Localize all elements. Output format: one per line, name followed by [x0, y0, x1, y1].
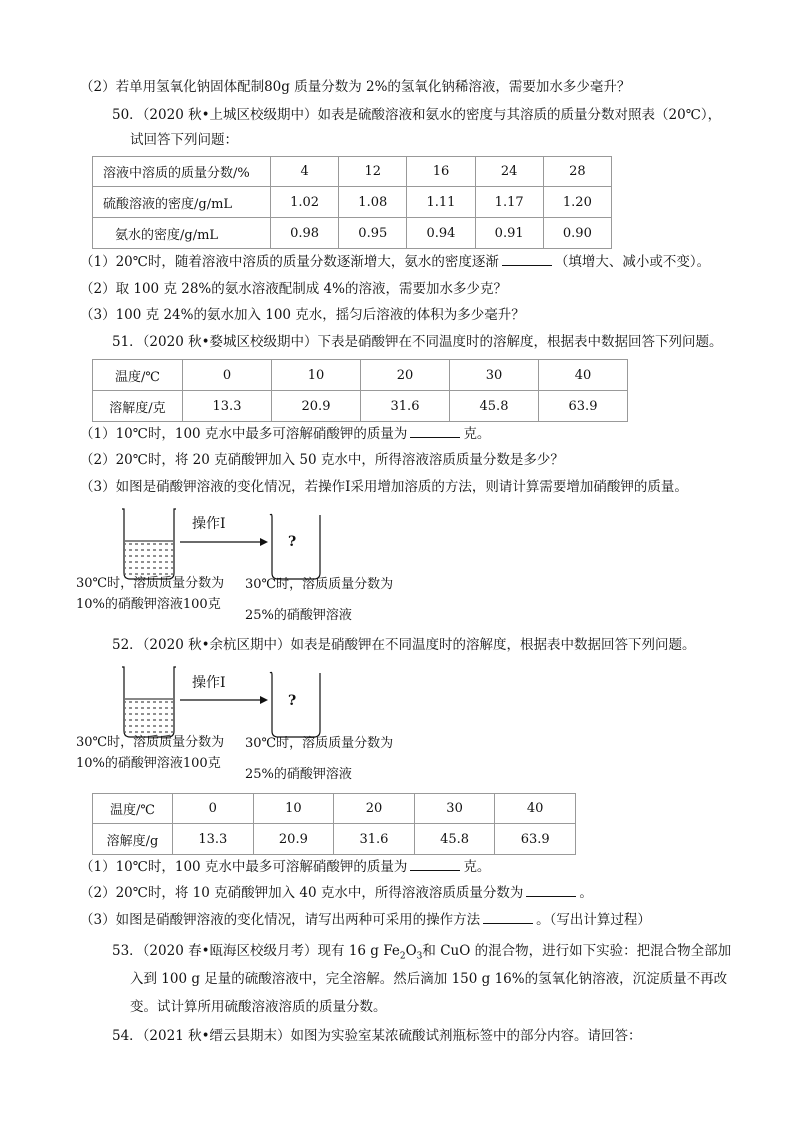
table-row — [93, 157, 612, 187]
table-cell: 20.9 — [272, 391, 361, 422]
left-caption-line1: 30℃时，溶质质量分数为 — [76, 735, 225, 750]
row-header: 溶解度/g — [93, 824, 173, 855]
q52-part3-text: （3）如图是硝酸钾溶液的变化情况，请写出两种可采用的操作方法 — [80, 912, 481, 928]
q51-part3: （3）如图是硝酸钾溶液的变化情况，若操作Ⅰ采用增加溶质的方法，则请计算需要增加硝酸钾的质量。 — [80, 479, 688, 495]
answer-blank[interactable] — [526, 884, 576, 897]
q50-density-table — [92, 156, 612, 249]
row-header: 氨水的密度/g/mL — [93, 218, 271, 249]
q53-line2: 入到 100 g 足量的硫酸溶液中，完全溶解。然后滴加 150 g 16%的氢氧化钠溶液，沉淀质量不再改 — [130, 971, 728, 987]
q52-part2-text: （2）20℃时，将 10 克硝酸钾加入 40 克水中，所得溶液溶质质量分数为 — [80, 885, 524, 901]
q50-part2: （2）取 100 克 28%的氨水溶液配制成 4%的溶液，需要加水多少克？ — [80, 281, 507, 297]
q50-part1 — [80, 253, 710, 271]
q49-part2: （2）若单用氢氧化钠固体配制80g 质量分数为 2%的氢氧化钠稀溶液，需要加水多少毫升？ — [80, 79, 631, 95]
table-cell: 10 — [253, 794, 334, 824]
q52-part1 — [80, 858, 490, 876]
left-caption-line2: 10%的硝酸钾溶液100克 — [76, 597, 221, 612]
table-cell: 20.9 — [253, 824, 334, 855]
table-cell: 20 — [334, 794, 415, 824]
q53-line1 — [112, 942, 731, 966]
q50-title-line1: 50．（2020 秋•上城区校级期中）如表是硫酸溶液和氨水的密度与其溶质的质量分数对照表（20℃）， — [112, 107, 722, 123]
q51-solubility-table — [92, 359, 628, 422]
table-cell: 45.8 — [450, 391, 539, 422]
table-cell: 0.90 — [543, 218, 611, 249]
q52-title: 52．（2020 秋•余杭区期中）如表是硝酸钾在不同温度时的溶解度，根据表中数据回答下列问题。 — [112, 637, 696, 653]
subscript: 2 — [399, 951, 406, 962]
q53-text-b: O — [405, 943, 417, 959]
table-cell: 30 — [414, 794, 495, 824]
row-header: 溶解度/克 — [93, 391, 183, 422]
q51-part1-tail: 克。 — [463, 426, 491, 442]
table-cell: 0.91 — [475, 218, 543, 249]
row-header: 溶液中溶质的质量分数/% — [93, 157, 271, 187]
left-beaker — [122, 509, 176, 579]
operation-label: 操作Ⅰ — [192, 516, 226, 532]
row-header: 温度/℃ — [93, 360, 183, 391]
question-mark: ? — [288, 693, 297, 709]
table-cell: 63.9 — [495, 824, 576, 855]
q50-part3: （3）100 克 24%的氨水加入 100 克水，摇匀后溶液的体积为多少毫升？ — [80, 307, 525, 323]
right-caption-line1: 30℃时，溶质质量分数为 — [245, 577, 394, 592]
answer-blank[interactable] — [483, 911, 533, 924]
right-caption-line2: 25%的硝酸钾溶液 — [245, 608, 352, 623]
table-cell: 40 — [495, 794, 576, 824]
table-cell: 10 — [272, 360, 361, 391]
table-row — [93, 391, 628, 422]
q50-part1-text: （1）20℃时，随着溶液中溶质的质量分数逐渐增大，氨水的密度逐渐 — [80, 254, 499, 270]
table-row — [93, 794, 576, 824]
q52-part2-tail: 。 — [579, 885, 593, 901]
q50-title-line2: 试回答下列问题： — [130, 132, 238, 148]
q52-part2 — [80, 884, 593, 902]
q52-solubility-table — [92, 793, 576, 855]
table-row — [93, 360, 628, 391]
table-cell: 1.02 — [271, 187, 339, 218]
table-cell: 1.08 — [339, 187, 407, 218]
q53-text-c: 和 CuO 的混合物，进行如下实验：把混合物全部加 — [422, 943, 732, 959]
left-beaker — [122, 667, 176, 737]
right-caption-line1: 30℃时，溶质质量分数为 — [245, 736, 394, 751]
table-cell: 40 — [539, 360, 628, 391]
q51-part1 — [80, 425, 490, 443]
table-cell: 31.6 — [361, 391, 450, 422]
arrow-icon — [180, 696, 268, 704]
table-cell: 13.3 — [183, 391, 272, 422]
q54-title: 54．（2021 秋•缙云县期末）如图为实验室某浓硫酸试剂瓶标签中的部分内容。请回答： — [112, 1028, 642, 1044]
table-cell: 4 — [271, 157, 339, 187]
table-cell: 30 — [450, 360, 539, 391]
q53-line3: 变。试计算所用硫酸溶液溶质的质量分数。 — [130, 999, 387, 1015]
q52-part3-tail: 。（写出计算过程） — [536, 912, 651, 928]
answer-blank[interactable] — [410, 425, 460, 438]
left-caption-line2: 10%的硝酸钾溶液100克 — [76, 756, 221, 771]
table-cell: 0.95 — [339, 218, 407, 249]
subscript: 3 — [416, 951, 423, 962]
right-caption-line2: 25%的硝酸钾溶液 — [245, 767, 352, 782]
table-cell: 28 — [543, 157, 611, 187]
table-row — [93, 187, 612, 218]
table-cell: 0 — [183, 360, 272, 391]
q53-text-a: 53．（2020 春•瓯海区校级月考）现有 16 g Fe — [112, 943, 400, 959]
table-row — [93, 824, 576, 855]
question-mark: ? — [288, 534, 297, 550]
table-cell: 0 — [173, 794, 254, 824]
table-cell: 0.98 — [271, 218, 339, 249]
left-caption-line1: 30℃时，溶质质量分数为 — [76, 576, 225, 591]
operation-label: 操作Ⅰ — [192, 675, 226, 691]
answer-blank[interactable] — [410, 858, 460, 871]
table-cell: 1.17 — [475, 187, 543, 218]
table-cell: 63.9 — [539, 391, 628, 422]
q52-part3 — [80, 911, 651, 929]
table-row — [93, 218, 612, 249]
q52-part1-tail: 克。 — [463, 859, 491, 875]
arrow-icon — [180, 538, 268, 546]
table-cell: 24 — [475, 157, 543, 187]
table-cell: 45.8 — [414, 824, 495, 855]
table-cell: 31.6 — [334, 824, 415, 855]
table-cell: 1.20 — [543, 187, 611, 218]
q50-part1-tail: （填增大、减小或不变）。 — [554, 254, 711, 270]
table-cell: 1.11 — [407, 187, 475, 218]
table-cell: 0.94 — [407, 218, 475, 249]
q51-part1-text: （1）10℃时，100 克水中最多可溶解硝酸钾的质量为 — [80, 426, 408, 442]
row-header: 温度/℃ — [93, 794, 173, 824]
table-cell: 13.3 — [173, 824, 254, 855]
row-header: 硫酸溶液的密度/g/mL — [93, 187, 271, 218]
q52-part1-text: （1）10℃时，100 克水中最多可溶解硝酸钾的质量为 — [80, 859, 408, 875]
q51-title: 51．（2020 秋•婺城区校级期中）下表是硝酸钾在不同温度时的溶解度，根据表中数据回答下列问题。 — [112, 334, 723, 350]
answer-blank[interactable] — [502, 253, 552, 266]
table-cell: 20 — [361, 360, 450, 391]
table-cell: 16 — [407, 157, 475, 187]
q51-part2: （2）20℃时，将 20 克硝酸钾加入 50 克水中，所得溶液溶质质量分数是多少？ — [80, 452, 564, 468]
table-cell: 12 — [339, 157, 407, 187]
